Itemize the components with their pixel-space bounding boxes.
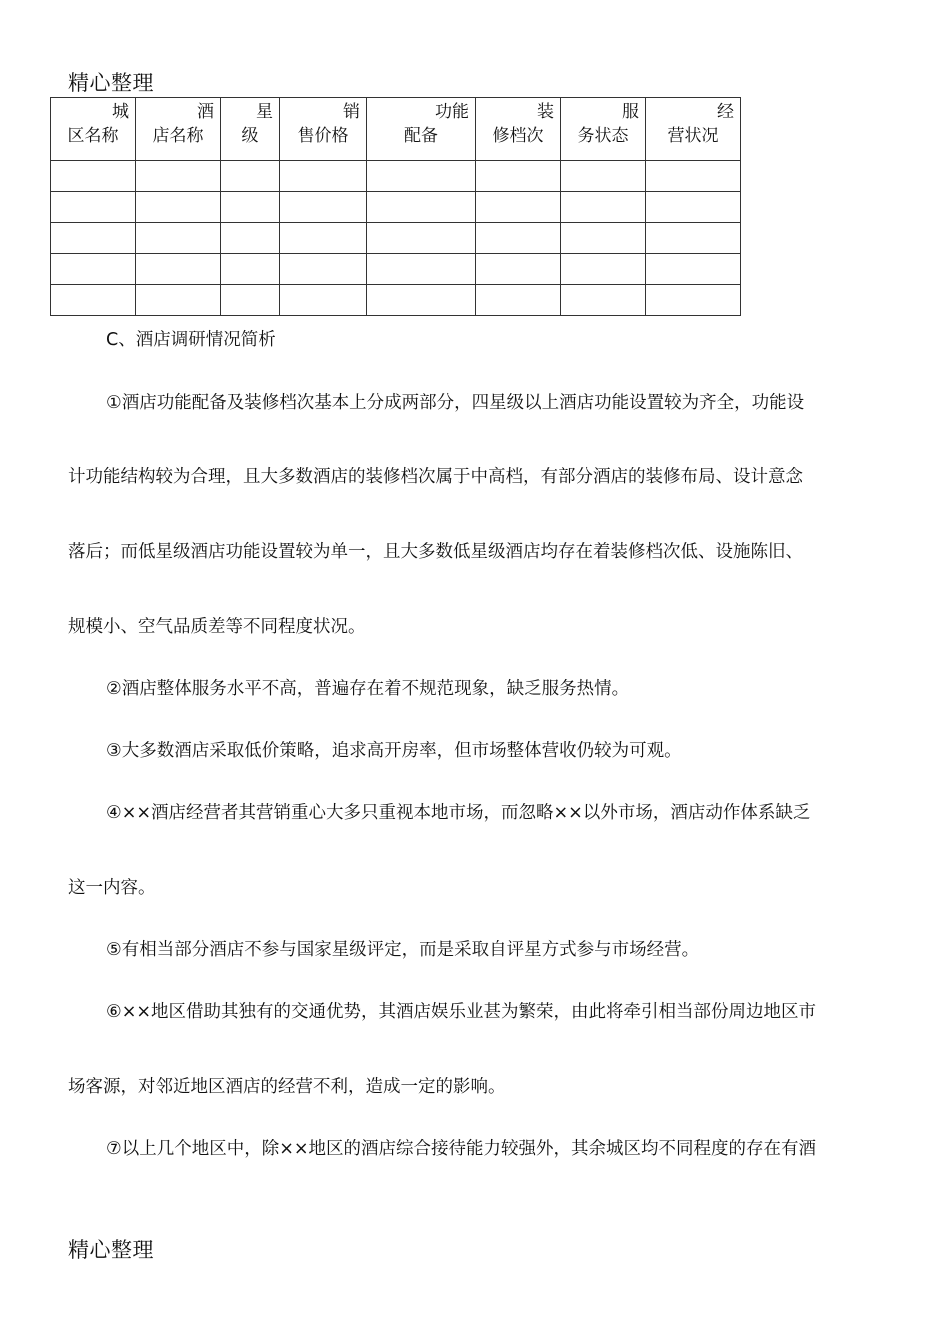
table-header-row (51, 98, 741, 161)
page-header-label: 精心整理 (68, 71, 154, 95)
table-cell (476, 223, 561, 254)
column-header-facilities (367, 98, 476, 161)
column-header-line1: 销 (343, 102, 360, 122)
table-cell (561, 254, 646, 285)
section-heading: C、酒店调研情况简析 (106, 330, 276, 350)
table-row (51, 223, 741, 254)
column-header-line1: 功能 (435, 102, 469, 122)
column-header-line1: 服 (622, 102, 639, 122)
table-cell (221, 254, 280, 285)
table-cell (280, 223, 367, 254)
paragraph-4-line-2: 这一内容。 (68, 878, 156, 898)
column-header-line1: 经 (717, 102, 734, 122)
column-header-decoration (476, 98, 561, 161)
table-cell (221, 223, 280, 254)
column-header-line2: 店名称 (152, 126, 204, 146)
table-cell (476, 161, 561, 192)
table-cell (561, 192, 646, 223)
table-cell (476, 254, 561, 285)
column-header-line2: 级 (241, 126, 259, 146)
table-cell (280, 254, 367, 285)
table-cell (561, 223, 646, 254)
column-header-line2: 售价格 (297, 126, 349, 146)
paragraph-1-line-3: 落后；而低星级酒店功能设置较为单一，且大多数低星级酒店均存在着装修档次低、设施陈旧、 (68, 542, 803, 562)
column-header-line1: 酒 (197, 102, 214, 122)
table-cell (136, 192, 221, 223)
table-cell (136, 285, 221, 316)
table-cell (280, 192, 367, 223)
paragraph-1-line-1: ①酒店功能配备及装修档次基本上分成两部分，四星级以上酒店功能设置较为齐全，功能设 (106, 393, 805, 413)
table-cell (367, 254, 476, 285)
page-header-label: 精心整理 (68, 1238, 154, 1262)
table-cell (646, 192, 741, 223)
column-header-line2: 配备 (404, 126, 438, 146)
table-cell (561, 161, 646, 192)
column-header-line2: 区名称 (67, 126, 119, 146)
column-header-line1: 星 (256, 102, 273, 122)
table-cell (646, 254, 741, 285)
column-header-operation (646, 98, 741, 161)
column-header-line1: 装 (537, 102, 554, 122)
paragraph-4-line-1: ④××酒店经营者其营销重心大多只重视本地市场，而忽略××以外市场，酒店动作体系缺乏 (106, 803, 811, 823)
table-cell (476, 192, 561, 223)
paragraph-6-line-2: 场客源，对邻近地区酒店的经营不利，造成一定的影响。 (68, 1077, 506, 1097)
column-header-line2: 营状况 (667, 126, 719, 146)
table-row (51, 192, 741, 223)
paragraph-5: ⑤有相当部分酒店不参与国家星级评定，而是采取自评星方式参与市场经营。 (106, 940, 700, 960)
table-cell (646, 285, 741, 316)
table-row (51, 161, 741, 192)
table-cell (51, 192, 136, 223)
column-header-line1: 城 (112, 102, 129, 122)
table-cell (221, 192, 280, 223)
table-cell (136, 223, 221, 254)
table-cell (367, 161, 476, 192)
table-cell (136, 161, 221, 192)
column-header-hotel-name (136, 98, 221, 161)
table-cell (367, 223, 476, 254)
table-cell (51, 223, 136, 254)
column-header-line2: 修档次 (492, 126, 544, 146)
table-cell (51, 161, 136, 192)
column-header-price (280, 98, 367, 161)
paragraph-2: ②酒店整体服务水平不高，普遍存在着不规范现象，缺乏服务热情。 (106, 679, 630, 699)
column-header-district (51, 98, 136, 161)
table-cell (280, 285, 367, 316)
table-cell (51, 254, 136, 285)
paragraph-6-line-1: ⑥××地区借助其独有的交通优势，其酒店娱乐业甚为繁荣，由此将牵引相当部份周边地区市 (106, 1002, 817, 1022)
table-cell (367, 192, 476, 223)
table-cell (136, 254, 221, 285)
table-cell (646, 223, 741, 254)
paragraph-1-line-2: 计功能结构较为合理，且大多数酒店的装修档次属于中高档，有部分酒店的装修布局、设计意念 (68, 467, 803, 487)
paragraph-1-line-4: 规模小、空气品质差等不同程度状况。 (68, 617, 366, 637)
table-cell (221, 285, 280, 316)
table-cell (221, 161, 280, 192)
column-header-service (561, 98, 646, 161)
table-row (51, 254, 741, 285)
column-header-line2: 务状态 (577, 126, 629, 146)
table-cell (367, 285, 476, 316)
table-cell (646, 161, 741, 192)
paragraph-7-line-1: ⑦以上几个地区中，除××地区的酒店综合接待能力较强外，其余城区均不同程度的存在有酒 (106, 1139, 817, 1159)
column-header-star-level (221, 98, 280, 161)
paragraph-3: ③大多数酒店采取低价策略，追求高开房率，但市场整体营收仍较为可观。 (106, 741, 682, 761)
hotel-survey-table (50, 97, 741, 316)
table-cell (476, 285, 561, 316)
table-row (51, 285, 741, 316)
table-cell (51, 285, 136, 316)
table-cell (280, 161, 367, 192)
table-cell (561, 285, 646, 316)
